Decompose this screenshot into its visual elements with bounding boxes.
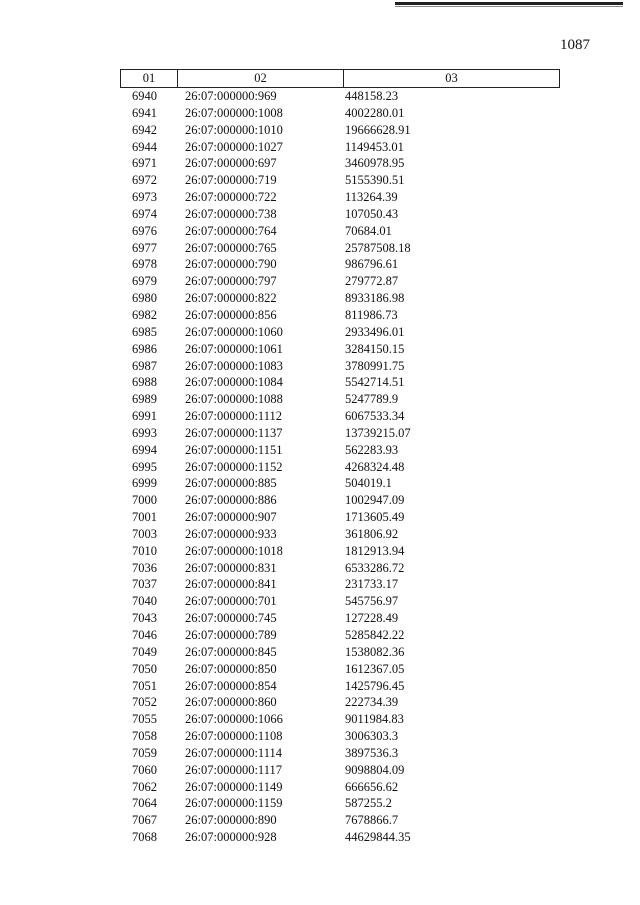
table-cell-col2: 26:07:000000:1088: [185, 392, 283, 407]
table-cell-col3: 9011984.83: [345, 712, 404, 727]
table-cell-col1: 7001: [132, 510, 157, 525]
table-cell-col1: 6986: [132, 341, 157, 356]
table-cell-col1: 7049: [132, 644, 157, 659]
table-body: [120, 88, 560, 846]
table-cell-col1: 6971: [132, 156, 157, 171]
table-cell-col2: 26:07:000000:1149: [185, 779, 283, 794]
table-cell-col1: 7000: [132, 493, 157, 508]
table-cell-col3: 3897536.3: [345, 745, 399, 760]
data-table: [120, 69, 560, 846]
table-row: [120, 678, 560, 695]
table-cell-col3: 562283.93: [345, 442, 399, 457]
table-row: [120, 408, 560, 425]
table-cell-col2: 26:07:000000:738: [185, 206, 277, 221]
table-cell-col1: 7068: [132, 830, 157, 845]
table-cell-col1: 6977: [132, 240, 157, 255]
table-cell-col1: 6999: [132, 476, 157, 491]
table-cell-col2: 26:07:000000:1066: [185, 712, 283, 727]
table-row: [120, 795, 560, 812]
table-cell-col2: 26:07:000000:928: [185, 830, 277, 845]
table-cell-col2: 26:07:000000:1061: [185, 341, 283, 356]
table-cell-col2: 26:07:000000:701: [185, 594, 277, 609]
table-cell-col1: 7003: [132, 526, 157, 541]
table-cell-col1: 6944: [132, 139, 157, 154]
table-row: [120, 307, 560, 324]
table-cell-col2: 26:07:000000:885: [185, 476, 277, 491]
table-header: [120, 69, 560, 88]
table-cell-col3: 44629844.35: [345, 830, 411, 845]
table-row: [120, 139, 560, 156]
table-cell-col3: 222734.39: [345, 695, 399, 710]
table-cell-col2: 26:07:000000:933: [185, 526, 277, 541]
table-cell-col2: 26:07:000000:1137: [185, 425, 283, 440]
table-cell-col1: 7058: [132, 729, 157, 744]
table-row: [120, 189, 560, 206]
table-row: [120, 610, 560, 627]
table-cell-col1: 7051: [132, 678, 157, 693]
table-cell-col3: 231733.17: [345, 577, 399, 592]
table-cell-col1: 6979: [132, 274, 157, 289]
table-cell-col3: 107050.43: [345, 206, 399, 221]
table-cell-col1: 6973: [132, 190, 157, 205]
table-cell-col1: 6941: [132, 105, 157, 120]
table-row: [120, 341, 560, 358]
table-row: [120, 358, 560, 375]
table-cell-col1: 7060: [132, 762, 157, 777]
table-cell-col1: 7040: [132, 594, 157, 609]
table-cell-col2: 26:07:000000:765: [185, 240, 277, 255]
table-cell-col1: 7064: [132, 796, 157, 811]
table-cell-col1: 6940: [132, 89, 157, 103]
table-cell-col1: 6982: [132, 307, 157, 322]
table-cell-col3: 587255.2: [345, 796, 392, 811]
table-cell-col1: 7050: [132, 661, 157, 676]
table-cell-col3: 1612367.05: [345, 661, 405, 676]
table-cell-col2: 26:07:000000:907: [185, 510, 277, 525]
table-row: [120, 122, 560, 139]
table-cell-col3: 545756.97: [345, 594, 399, 609]
table-cell-col1: 7055: [132, 712, 157, 727]
table-row: [120, 240, 560, 257]
table-cell-col3: 1425796.45: [345, 678, 405, 693]
table-cell-col3: 5247789.9: [345, 392, 399, 407]
table-row: [120, 728, 560, 745]
table-cell-col3: 3006303.3: [345, 729, 399, 744]
table-cell-col3: 7678866.7: [345, 813, 399, 828]
table-row: [120, 593, 560, 610]
table-cell-col3: 70684.01: [345, 223, 392, 238]
table-cell-col2: 26:07:000000:1083: [185, 358, 283, 373]
table-cell-col3: 666656.62: [345, 779, 399, 794]
table-cell-col3: 2933496.01: [345, 324, 405, 339]
table-row: [120, 391, 560, 408]
table-cell-col1: 7062: [132, 779, 157, 794]
top-rule: [395, 2, 623, 5]
table-cell-col2: 26:07:000000:856: [185, 307, 277, 322]
table-cell-col3: 448158.23: [345, 89, 399, 103]
table-cell-col2: 26:07:000000:764: [185, 223, 277, 238]
table-row: [120, 273, 560, 290]
table-row: [120, 206, 560, 223]
table-cell-col2: 26:07:000000:1159: [185, 796, 283, 811]
table-cell-col1: 6985: [132, 324, 157, 339]
table-cell-col1: 7043: [132, 611, 157, 626]
table-cell-col2: 26:07:000000:1027: [185, 139, 283, 154]
table-cell-col1: 7036: [132, 560, 157, 575]
table-row: [120, 172, 560, 189]
table-cell-col2: 26:07:000000:697: [185, 156, 277, 171]
table-cell-col2: 26:07:000000:831: [185, 560, 277, 575]
table-cell-col2: 26:07:000000:1112: [185, 409, 282, 424]
table-cell-col3: 5542714.51: [345, 375, 405, 390]
table-row: [120, 374, 560, 391]
table-cell-col3: 25787508.18: [345, 240, 411, 255]
table-cell-col2: 26:07:000000:797: [185, 274, 277, 289]
table-cell-col1: 6974: [132, 206, 157, 221]
table-cell-col2: 26:07:000000:789: [185, 628, 277, 642]
table-cell-col3: 113264.39: [345, 190, 398, 205]
table-row: [120, 105, 560, 122]
table-cell-col2: 26:07:000000:845: [185, 644, 277, 659]
table-cell-col2: 26:07:000000:1108: [185, 729, 283, 744]
table-cell-col2: 26:07:000000:1060: [185, 324, 283, 339]
table-cell-col2: 26:07:000000:790: [185, 257, 277, 272]
table-cell-col2: 26:07:000000:886: [185, 493, 277, 508]
table-cell-col2: 26:07:000000:1018: [185, 543, 283, 558]
table-cell-col1: 7010: [132, 543, 157, 558]
table-row: [120, 627, 560, 644]
table-cell-col1: 6987: [132, 358, 157, 373]
table-cell-col2: 26:07:000000:822: [185, 291, 277, 306]
table-row: [120, 324, 560, 341]
table-cell-col2: 26:07:000000:850: [185, 661, 277, 676]
table-row: [120, 290, 560, 307]
page-number: 1087: [560, 37, 590, 53]
table-cell-col2: 26:07:000000:969: [185, 89, 277, 103]
table-row: [120, 475, 560, 492]
table-cell-col3: 4002280.01: [345, 105, 405, 120]
top-rule-thin: [395, 6, 623, 7]
table-cell-col3: 279772.87: [345, 274, 399, 289]
table-cell-col3: 4268324.48: [345, 459, 405, 474]
table-cell-col2: 26:07:000000:1010: [185, 122, 283, 137]
table-cell-col3: 361806.92: [345, 526, 399, 541]
table-cell-col1: 6989: [132, 392, 157, 407]
table-cell-col3: 3780991.75: [345, 358, 405, 373]
table-cell-col1: 7052: [132, 695, 157, 710]
table-row: [120, 509, 560, 526]
table-cell-col1: 6942: [132, 122, 157, 137]
table-cell-col3: 1812913.94: [345, 543, 405, 558]
table-row: [120, 492, 560, 509]
table-cell-col2: 26:07:000000:1008: [185, 105, 283, 120]
table-cell-col2: 26:07:000000:745: [185, 611, 277, 626]
table-cell-col3: 9098804.09: [345, 762, 405, 777]
table-row: [120, 661, 560, 678]
table-cell-col1: 6991: [132, 409, 157, 424]
table-cell-col2: 26:07:000000:854: [185, 678, 277, 693]
table-row: [120, 442, 560, 459]
table-cell-col3: 986796.61: [345, 257, 399, 272]
table-cell-col1: 7067: [132, 813, 157, 828]
table-cell-col3: 504019.1: [345, 476, 392, 491]
table-cell-col1: 7059: [132, 745, 157, 760]
table-cell-col3: 3284150.15: [345, 341, 405, 356]
table-cell-col2: 26:07:000000:860: [185, 695, 277, 710]
column-header-03: 03: [445, 71, 458, 85]
table-cell-col2: 26:07:000000:1151: [185, 442, 283, 457]
table-cell-col1: 6978: [132, 257, 157, 272]
column-header-01: 01: [121, 70, 178, 87]
table-row: [120, 779, 560, 796]
table-cell-col1: 6976: [132, 223, 157, 238]
table-cell-col3: 19666628.91: [345, 122, 411, 137]
table-cell-col2: 26:07:000000:722: [185, 190, 277, 205]
table-cell-col2: 26:07:000000:1117: [185, 762, 282, 777]
table-row: [120, 694, 560, 711]
table-cell-col2: 26:07:000000:890: [185, 813, 277, 828]
table-row: [120, 560, 560, 577]
table-cell-col2: 26:07:000000:841: [185, 577, 277, 592]
table-cell-col1: 7046: [132, 628, 157, 642]
table-cell-col1: 6972: [132, 173, 157, 188]
table-row: [120, 459, 560, 476]
table-row: [120, 88, 560, 105]
table-cell-col3: 13739215.07: [345, 425, 411, 440]
table-cell-col3: 1538082.36: [345, 644, 405, 659]
table-row: [120, 644, 560, 661]
table-cell-col3: 127228.49: [345, 611, 399, 626]
table-cell-col3: 811986.73: [345, 307, 398, 322]
table-row: [120, 526, 560, 543]
table-cell-col3: 5285842.22: [345, 628, 405, 642]
table-row: [120, 155, 560, 172]
table-row: [120, 256, 560, 273]
table-cell-col1: 7037: [132, 577, 157, 592]
table-cell-col1: 6988: [132, 375, 157, 390]
table-cell-col1: 6993: [132, 425, 157, 440]
table-cell-col3: 1002947.09: [345, 493, 405, 508]
table-row: [120, 425, 560, 442]
table-cell-col3: 6067533.34: [345, 409, 405, 424]
table-cell-col3: 8933186.98: [345, 291, 405, 306]
table-cell-col3: 3460978.95: [345, 156, 405, 171]
table-cell-col2: 26:07:000000:1114: [185, 745, 282, 760]
table-cell-col1: 6995: [132, 459, 157, 474]
table-row: [120, 812, 560, 829]
table-cell-col3: 1149453.01: [345, 139, 404, 154]
table-row: [120, 543, 560, 560]
table-row: [120, 711, 560, 728]
table-row: [120, 829, 560, 846]
table-cell-col3: 5155390.51: [345, 173, 405, 188]
table-cell-col2: 26:07:000000:719: [185, 173, 277, 188]
column-header-02: 02: [178, 70, 344, 87]
table-cell-col3: 6533286.72: [345, 560, 405, 575]
table-row: [120, 576, 560, 593]
table-cell-col2: 26:07:000000:1152: [185, 459, 283, 474]
table-cell-col2: 26:07:000000:1084: [185, 375, 283, 390]
table-row: [120, 223, 560, 240]
table-cell-col1: 6994: [132, 442, 157, 457]
table-row: [120, 745, 560, 762]
table-row: [120, 762, 560, 779]
table-cell-col3: 1713605.49: [345, 510, 405, 525]
table-cell-col1: 6980: [132, 291, 157, 306]
